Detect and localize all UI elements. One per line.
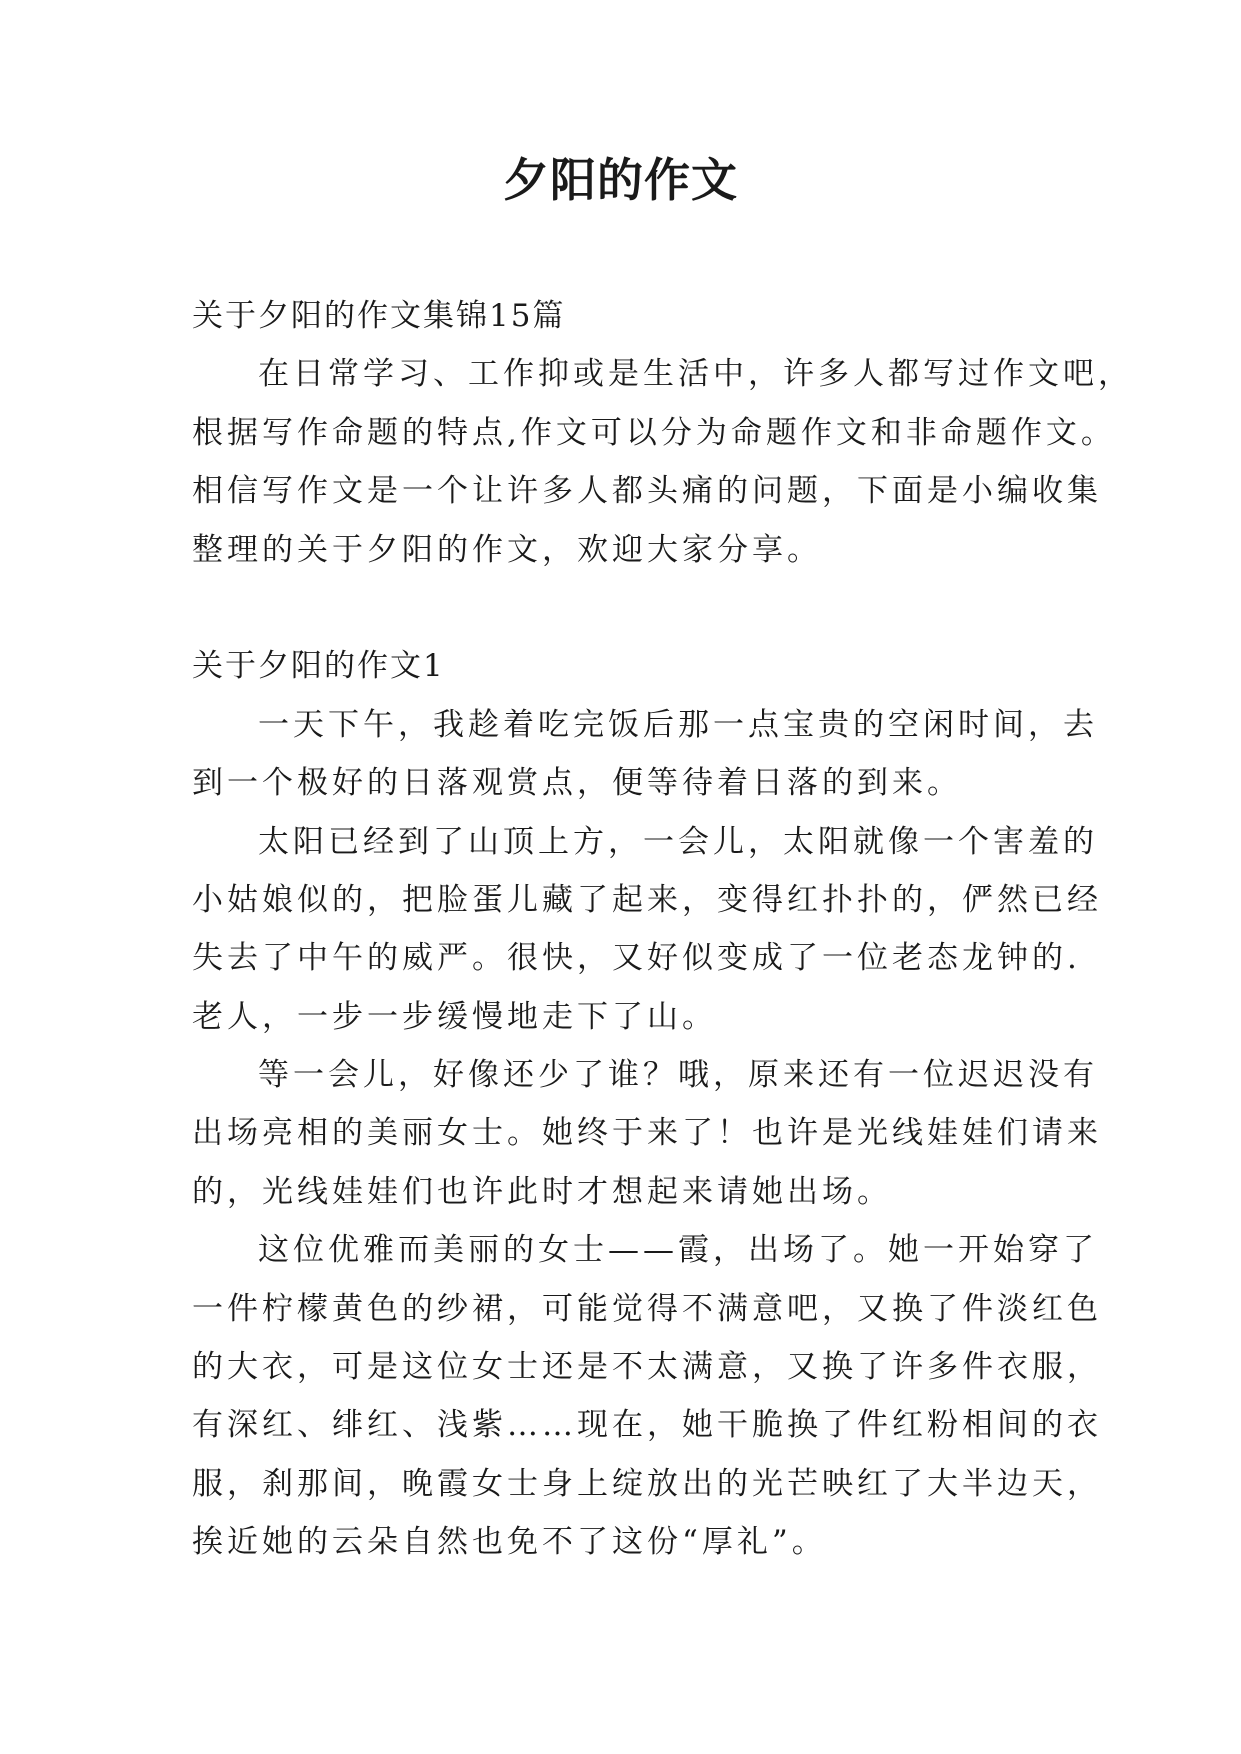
intro-line: 整理的关于夕阳的作文，欢迎大家分享。	[192, 531, 822, 568]
page-title: 夕阳的作文	[503, 153, 738, 207]
intro-line: 在日常学习、工作抑或是生活中，许多人都写过作文吧，	[258, 356, 1133, 393]
intro-paragraph	[192, 345, 1133, 579]
paragraph-line: 这位优雅而美丽的女士——霞，出场了。她一开始穿了	[258, 1232, 1098, 1269]
paragraph-line: 挨近她的云朵自然也免不了这份“厚礼”。	[192, 1524, 827, 1561]
paragraph-gap	[192, 579, 1062, 637]
paragraph-line: 一件柠檬黄色的纱裙，可能觉得不满意吧，又换了件淡红色	[192, 1290, 1102, 1327]
intro-line: 根据写作命题的特点,作文可以分为命题作文和非命题作文。	[192, 414, 1116, 451]
paragraph-line: 太阳已经到了山顶上方，一会儿，太阳就像一个害羞的	[258, 823, 1098, 860]
paragraph-line: 有深红、绯红、浅紫……现在，她干脆换了件红粉相间的衣	[192, 1407, 1102, 1444]
paragraph-3	[192, 1046, 1102, 1221]
paragraph-line: 出场亮相的美丽女士。她终于来了！也许是光线娃娃们请来	[192, 1115, 1102, 1152]
paragraph-line: 服，刹那间，晚霞女士身上绽放出的光芒映红了大半边天，	[192, 1465, 1102, 1502]
paragraph-line: 的大衣，可是这位女士还是不太满意，又换了许多件衣服，	[192, 1349, 1102, 1386]
section-heading: 关于夕阳的作文1	[192, 648, 445, 685]
paragraph-2	[192, 813, 1102, 1047]
document-body	[192, 287, 1133, 1572]
paragraph-line: 的，光线娃娃们也许此时才想起来请她出场。	[192, 1173, 892, 1210]
paragraph-line: 小姑娘似的，把脸蛋儿藏了起来，变得红扑扑的，俨然已经	[192, 881, 1102, 918]
paragraph-line: 老人，一步一步缓慢地走下了山。	[192, 998, 717, 1035]
paragraph-line: 等一会儿，好像还少了谁？哦，原来还有一位迟迟没有	[258, 1057, 1098, 1094]
paragraph-1	[192, 696, 1098, 813]
paragraph-line: 一天下午，我趁着吃完饭后那一点宝贵的空闲时间，去	[258, 706, 1098, 743]
paragraph-line: 失去了中午的威严。很快，又好似变成了一位老态龙钟的.	[192, 940, 1081, 977]
paragraph-4	[192, 1221, 1102, 1571]
intro-line: 相信写作文是一个让许多人都头痛的问题，下面是小编收集	[192, 473, 1102, 510]
collection-heading: 关于夕阳的作文集锦15篇	[192, 298, 566, 334]
paragraph-line: 到一个极好的日落观赏点，便等待着日落的到来。	[192, 765, 962, 802]
